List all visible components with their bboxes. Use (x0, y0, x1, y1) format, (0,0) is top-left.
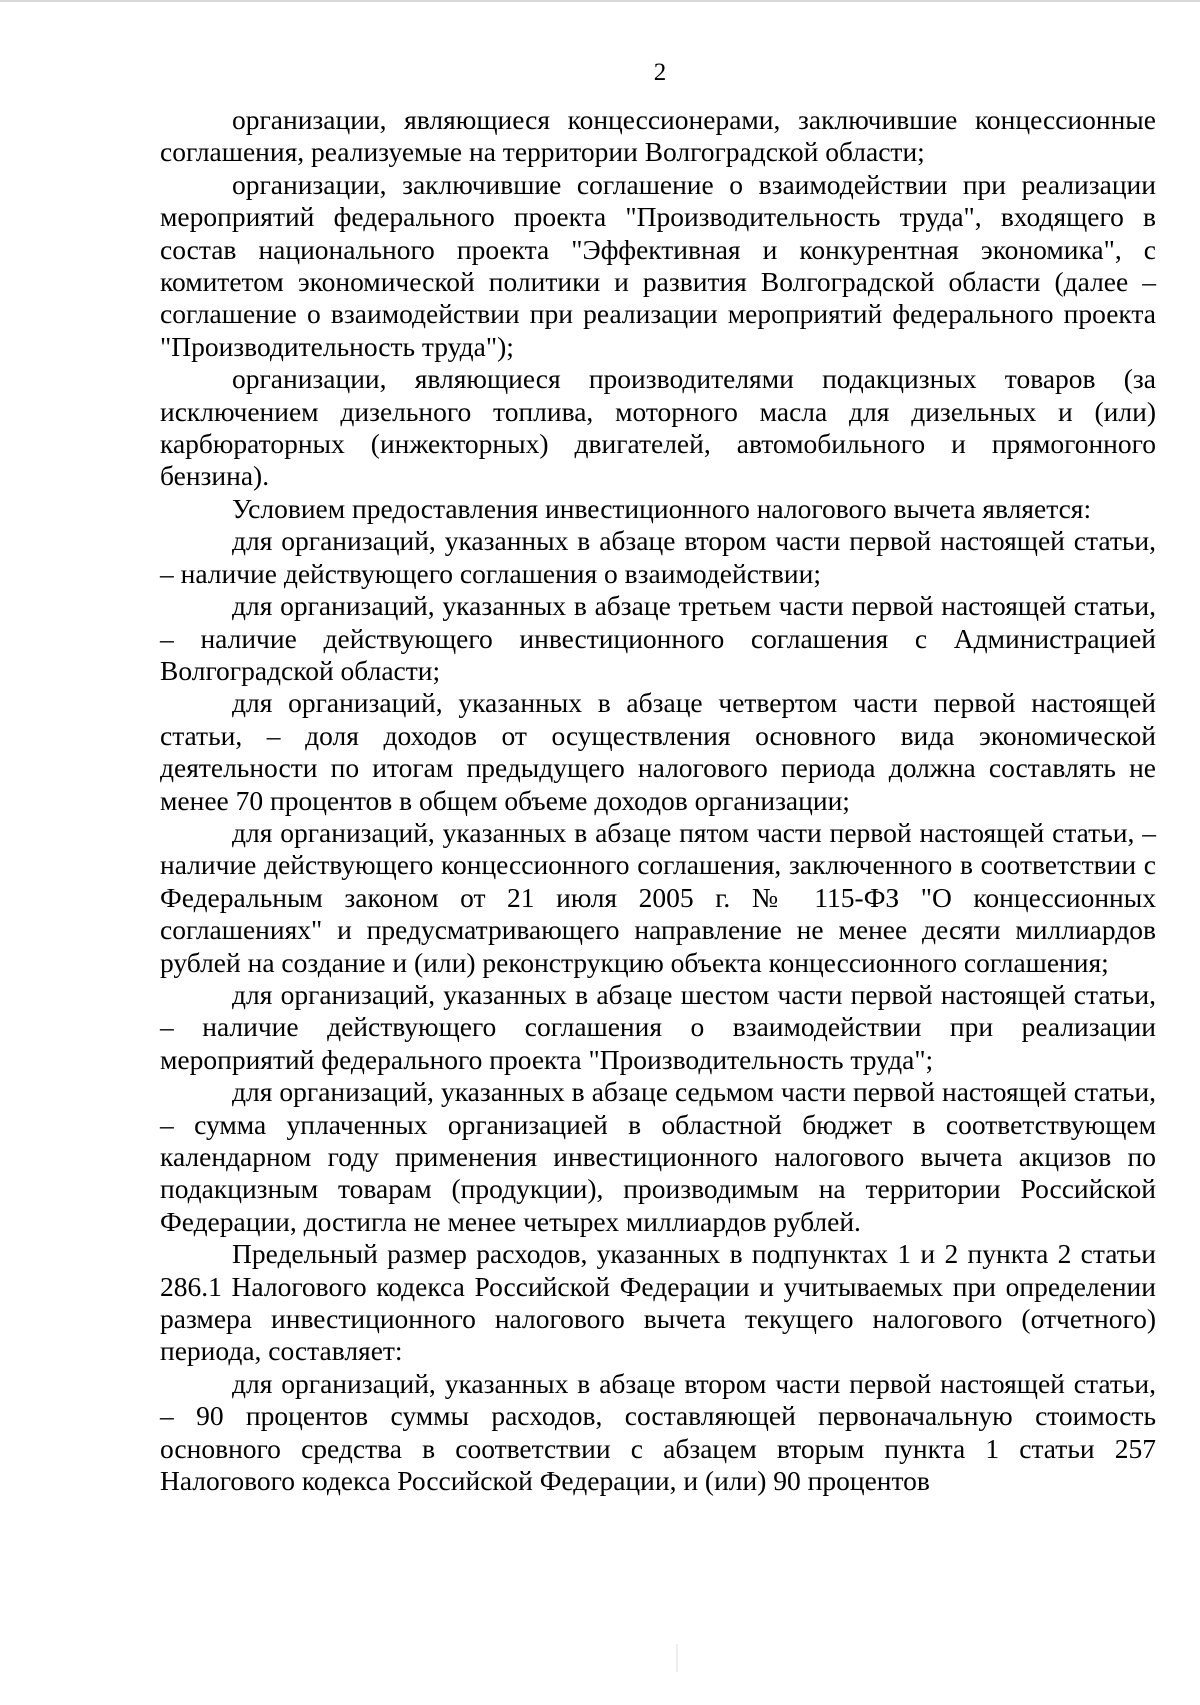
paragraph-excise-producers: организации, являющиеся производителями подакцизных товаров (за исключением дизельного топлива, моторного масла для дизельных и (или) карбюраторных (инжекторных) двигателей, автомобильного и прямогонного бензина). (160, 363, 1156, 492)
paragraph-concessionaires: организации, являющиеся концессионерами, заключившие концессионные соглашения, реализуемые на территории Волгоградской области; (160, 104, 1156, 168)
paragraph-condition-third: для организаций, указанных в абзаце третьем части первой настоящей статьи, – наличие действующего инвестиционного соглашения с Администрацией Волгоградской области; (160, 590, 1156, 686)
paragraph-condition-seventh: для организаций, указанных в абзаце седьмом части первой настоящей статьи, – сумма уплаченных организацией в областной бюджет в соответствующем календарном году применения инвестиционного налогового вычета акцизов по подакцизным товарам (продукции), производимым на территории Российской Федерации, достигла не менее четырех миллиардов рублей. (160, 1076, 1156, 1237)
document-body (160, 104, 1156, 1497)
scan-top-edge (0, 0, 1200, 2)
paragraph-productivity-agreement: организации, заключившие соглашение о взаимодействии при реализации мероприятий федерального проекта "Производительность труда", входящего в состав национального проекта "Эффективная и конкурентная экономика", с комитетом экономической политики и развития Волгоградской области (далее – соглашение о взаимодействии при реализации мероприятий федерального проекта "Производительность труда"); (160, 168, 1156, 362)
scan-artifact (676, 1644, 678, 1672)
paragraph-limit-second: для организаций, указанных в абзаце втором части первой настоящей статьи, – 90 процентов суммы расходов, составляющей первоначальную стоимость основного средства в соответствии с абзацем вторым пункта 1 статьи 257 Налогового кодекса Российской Федерации, и (или) 90 процентов (160, 1367, 1156, 1497)
paragraph-expense-limit: Предельный размер расходов, указанных в подпунктах 1 и 2 пункта 2 статьи 286.1 Налогового кодекса Российской Федерации и учитываемых при определении размера инвестиционного налогового вычета текущего налогового (отчетного) периода, составляет: (160, 1238, 1156, 1367)
paragraph-condition-second: для организаций, указанных в абзаце втором части первой настоящей статьи, – наличие действующего соглашения о взаимодействии; (160, 525, 1156, 589)
paragraph-deduction-condition: Условием предоставления инвестиционного налогового вычета является: (232, 492, 1092, 524)
paragraph-condition-sixth: для организаций, указанных в абзаце шестом части первой настоящей статьи, – наличие действующего соглашения о взаимодействии при реализации мероприятий федерального проекта "Производительность труда"; (160, 978, 1156, 1075)
page-number: 2 (653, 59, 667, 86)
paragraph-condition-fifth: для организаций, указанных в абзаце пятом части первой настоящей статьи, – наличие действующего концессионного соглашения, заключенного в соответствии с Федеральным законом от 21 июля 2005 г. № 115-ФЗ "О концессионных соглашениях" и предусматривающего направление не менее десяти миллиардов рублей на создание и (или) реконструкцию объекта концессионного соглашения; (160, 816, 1156, 978)
paragraph-condition-fourth: для организаций, указанных в абзаце четвертом части первой настоящей статьи, – доля доходов от осуществления основного вида экономической деятельности по итогам предыдущего налогового периода должна составлять не менее 70 процентов в общем объеме доходов организации; (160, 687, 1156, 816)
